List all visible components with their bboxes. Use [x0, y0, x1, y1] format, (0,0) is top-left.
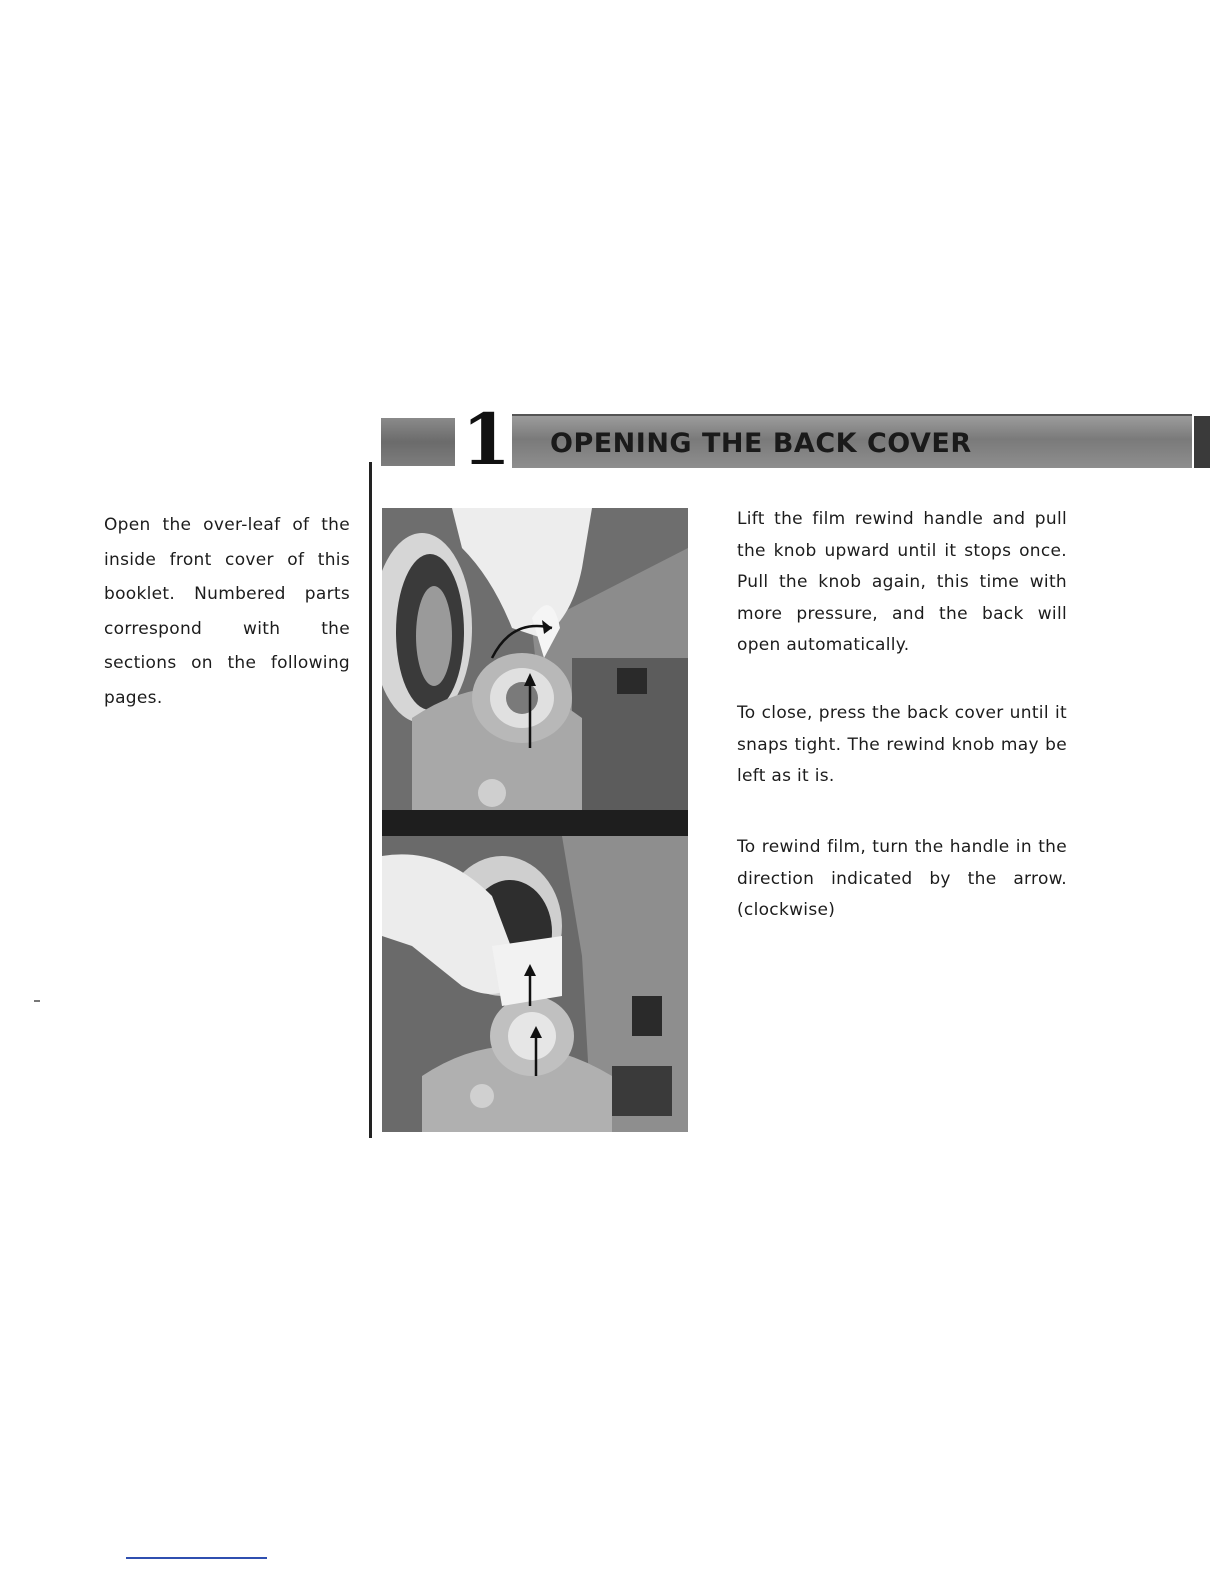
header-end-block [1194, 416, 1210, 468]
footnote-rule [126, 1557, 267, 1559]
photo-lifting-rewind-knob [382, 508, 688, 810]
instruction-open-back: Lift the film rewind handle and pull the knob upward until it stops once. Pull the knob again, this time with more pressure, and the back will open automatically. [737, 509, 1067, 655]
section-title: OPENING THE BACK COVER [550, 428, 972, 459]
section-number: 1 [462, 398, 511, 481]
column-divider [369, 462, 372, 1138]
instruction-close-back: To close, press the back cover until it snaps tight. The rewind knob may be left as it is. [737, 703, 1067, 786]
stray-mark [34, 1000, 40, 1002]
rewind-knob-photo-illustration [382, 508, 688, 810]
photo-turning-rewind-handle [382, 836, 688, 1132]
photo-divider-band [382, 810, 688, 836]
rewind-handle-photo-illustration [382, 836, 688, 1132]
header-left-block [381, 418, 455, 466]
instruction-rewind-film: To rewind film, turn the handle in the direction indicated by the arrow. (clockwise) [737, 837, 1067, 920]
intro-paragraph: Open the over-leaf of the inside front cover of this booklet. Numbered parts correspond with the sections on the following pages. [104, 515, 350, 708]
section-header-bar [512, 414, 1192, 468]
